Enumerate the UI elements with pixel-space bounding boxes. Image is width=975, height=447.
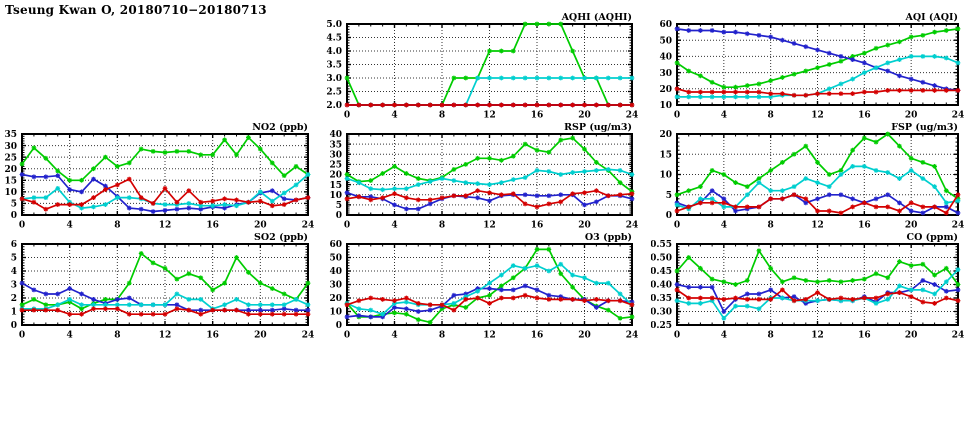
svg-text:15: 15 — [4, 176, 17, 187]
svg-text:60: 60 — [659, 20, 672, 31]
svg-text:4: 4 — [720, 220, 727, 231]
svg-text:3: 3 — [10, 280, 17, 291]
svg-text:5: 5 — [10, 199, 17, 210]
svg-text:0.25: 0.25 — [651, 321, 672, 332]
svg-text:20: 20 — [329, 170, 342, 181]
svg-text:10: 10 — [329, 307, 342, 318]
svg-text:10: 10 — [659, 170, 672, 181]
chart-aqi — [651, 10, 966, 127]
svg-text:24: 24 — [951, 110, 965, 121]
svg-text:12: 12 — [483, 330, 496, 341]
chart-o3 — [321, 230, 640, 347]
series-blue — [20, 172, 311, 214]
series-line-green — [22, 254, 308, 309]
svg-text:0: 0 — [335, 321, 342, 332]
svg-text:12: 12 — [811, 330, 824, 341]
svg-text:16: 16 — [530, 220, 544, 231]
svg-text:5: 5 — [10, 253, 17, 264]
grid-lines — [677, 244, 958, 325]
chart-panel-title: AQHI (AQHI) — [561, 12, 632, 23]
svg-text:8: 8 — [438, 110, 446, 121]
svg-text:16: 16 — [206, 220, 219, 231]
chart-svg-no2 — [0, 120, 316, 233]
chart-aqhi — [321, 10, 640, 127]
svg-text:20: 20 — [254, 330, 267, 341]
svg-text:2: 2 — [10, 294, 17, 305]
svg-text:3.0: 3.0 — [326, 74, 342, 85]
svg-text:40: 40 — [329, 130, 342, 141]
svg-text:4: 4 — [391, 220, 398, 231]
svg-text:20: 20 — [578, 330, 591, 341]
chart-panel-title: CO (ppm) — [906, 232, 958, 243]
chart-svg-rsp — [321, 120, 640, 233]
chart-rsp — [321, 120, 640, 237]
svg-text:4: 4 — [391, 330, 398, 341]
svg-text:4: 4 — [720, 110, 727, 121]
svg-text:10: 10 — [329, 190, 342, 201]
chart-so2 — [0, 230, 316, 347]
svg-text:0.50: 0.50 — [651, 253, 672, 264]
svg-text:4: 4 — [720, 330, 727, 341]
svg-text:0: 0 — [335, 211, 342, 222]
svg-text:10: 10 — [659, 101, 672, 112]
svg-text:12: 12 — [811, 220, 824, 231]
svg-text:0: 0 — [673, 220, 681, 231]
svg-text:30: 30 — [4, 141, 17, 152]
svg-text:5.0: 5.0 — [326, 20, 342, 31]
svg-text:25: 25 — [4, 153, 17, 164]
chart-panel-title: FSP (ug/m3) — [891, 122, 958, 133]
svg-text:2.5: 2.5 — [326, 87, 342, 98]
svg-text:1: 1 — [10, 307, 17, 318]
svg-text:25: 25 — [329, 160, 342, 171]
svg-text:3.5: 3.5 — [326, 60, 342, 71]
svg-text:20: 20 — [578, 110, 591, 121]
svg-text:0.30: 0.30 — [651, 307, 672, 318]
series-markers-blue — [20, 172, 311, 214]
svg-text:8: 8 — [767, 220, 774, 231]
chart-svg-aqi — [651, 10, 966, 123]
svg-text:2.0: 2.0 — [326, 101, 342, 112]
svg-text:12: 12 — [811, 110, 824, 121]
svg-text:0: 0 — [343, 220, 351, 231]
svg-text:20: 20 — [4, 164, 17, 175]
svg-text:20: 20 — [904, 110, 918, 121]
svg-text:10: 10 — [4, 188, 17, 199]
grid-lines — [347, 24, 632, 105]
svg-text:12: 12 — [483, 110, 496, 121]
chart-svg-so2 — [0, 230, 316, 343]
svg-text:40: 40 — [659, 52, 672, 63]
svg-text:30: 30 — [659, 68, 672, 79]
svg-text:8: 8 — [114, 330, 121, 341]
chart-svg-co — [651, 230, 966, 343]
svg-text:15: 15 — [329, 180, 342, 191]
svg-text:4: 4 — [66, 330, 73, 341]
svg-text:0.55: 0.55 — [651, 240, 672, 251]
svg-text:8: 8 — [767, 330, 774, 341]
svg-text:35: 35 — [4, 130, 17, 141]
svg-text:4.5: 4.5 — [326, 33, 342, 44]
svg-text:24: 24 — [951, 220, 965, 231]
svg-text:16: 16 — [858, 110, 871, 121]
chart-fsp — [651, 120, 966, 237]
chart-no2 — [0, 120, 316, 237]
series-red — [345, 103, 635, 108]
svg-text:0.45: 0.45 — [651, 267, 672, 278]
chart-panel-title: O3 (ppb) — [584, 232, 632, 243]
svg-text:35: 35 — [329, 140, 342, 151]
svg-text:24: 24 — [625, 330, 639, 341]
series-green — [675, 132, 961, 202]
svg-text:20: 20 — [659, 85, 672, 95]
chart-panel-title: AQI (AQI) — [905, 12, 958, 23]
svg-text:0: 0 — [343, 110, 351, 121]
svg-text:0: 0 — [10, 211, 17, 222]
svg-text:8: 8 — [438, 220, 446, 231]
svg-text:12: 12 — [158, 220, 172, 231]
chart-panel-title: RSP (ug/m3) — [564, 122, 632, 133]
svg-text:40: 40 — [329, 267, 342, 278]
chart-svg-o3 — [321, 230, 640, 343]
svg-text:50: 50 — [659, 36, 672, 47]
svg-text:16: 16 — [858, 220, 871, 231]
svg-text:4: 4 — [66, 220, 73, 231]
chart-co — [651, 230, 966, 347]
svg-text:24: 24 — [625, 220, 639, 231]
svg-text:12: 12 — [158, 330, 172, 341]
svg-text:5: 5 — [665, 190, 672, 201]
svg-text:8: 8 — [767, 110, 774, 121]
svg-text:15: 15 — [659, 150, 672, 161]
series-markers-green — [675, 132, 961, 202]
series-red — [675, 86, 961, 97]
svg-text:0: 0 — [18, 330, 26, 341]
chart-svg-aqhi — [321, 10, 640, 123]
chart-panel-title: SO2 (ppb) — [254, 232, 308, 243]
svg-text:8: 8 — [114, 220, 121, 231]
svg-text:4.0: 4.0 — [326, 47, 342, 58]
svg-text:4: 4 — [391, 110, 398, 121]
svg-text:0: 0 — [665, 211, 672, 222]
svg-text:0: 0 — [673, 330, 681, 341]
svg-text:16: 16 — [206, 330, 219, 341]
svg-text:20: 20 — [329, 294, 342, 305]
svg-text:8: 8 — [438, 330, 446, 341]
svg-text:0: 0 — [673, 110, 681, 121]
svg-text:24: 24 — [625, 110, 639, 121]
svg-text:0.40: 0.40 — [651, 280, 672, 291]
svg-text:20: 20 — [904, 330, 918, 341]
svg-text:60: 60 — [329, 240, 342, 251]
chart-svg-fsp — [651, 120, 966, 233]
svg-text:0: 0 — [343, 330, 351, 341]
svg-text:20: 20 — [578, 220, 591, 231]
svg-text:12: 12 — [483, 220, 496, 231]
series-green — [675, 248, 961, 287]
svg-text:16: 16 — [530, 330, 544, 341]
svg-text:50: 50 — [329, 253, 342, 264]
svg-text:20: 20 — [904, 220, 918, 231]
svg-text:0.35: 0.35 — [651, 294, 672, 305]
svg-text:24: 24 — [951, 330, 965, 341]
svg-text:0: 0 — [18, 220, 26, 231]
chart-panel-title: NO2 (ppb) — [252, 122, 308, 133]
svg-text:24: 24 — [301, 330, 315, 341]
svg-text:24: 24 — [301, 220, 315, 231]
svg-text:6: 6 — [10, 240, 17, 251]
svg-text:16: 16 — [530, 110, 544, 121]
page-title: Tseung Kwan O, 20180710−20180713 — [5, 3, 267, 17]
svg-text:16: 16 — [858, 330, 871, 341]
svg-text:30: 30 — [329, 280, 342, 291]
svg-text:20: 20 — [659, 130, 672, 141]
svg-text:5: 5 — [335, 201, 342, 212]
svg-text:4: 4 — [10, 267, 17, 278]
svg-text:20: 20 — [254, 220, 267, 231]
svg-text:0: 0 — [10, 321, 17, 332]
svg-text:30: 30 — [329, 150, 342, 161]
